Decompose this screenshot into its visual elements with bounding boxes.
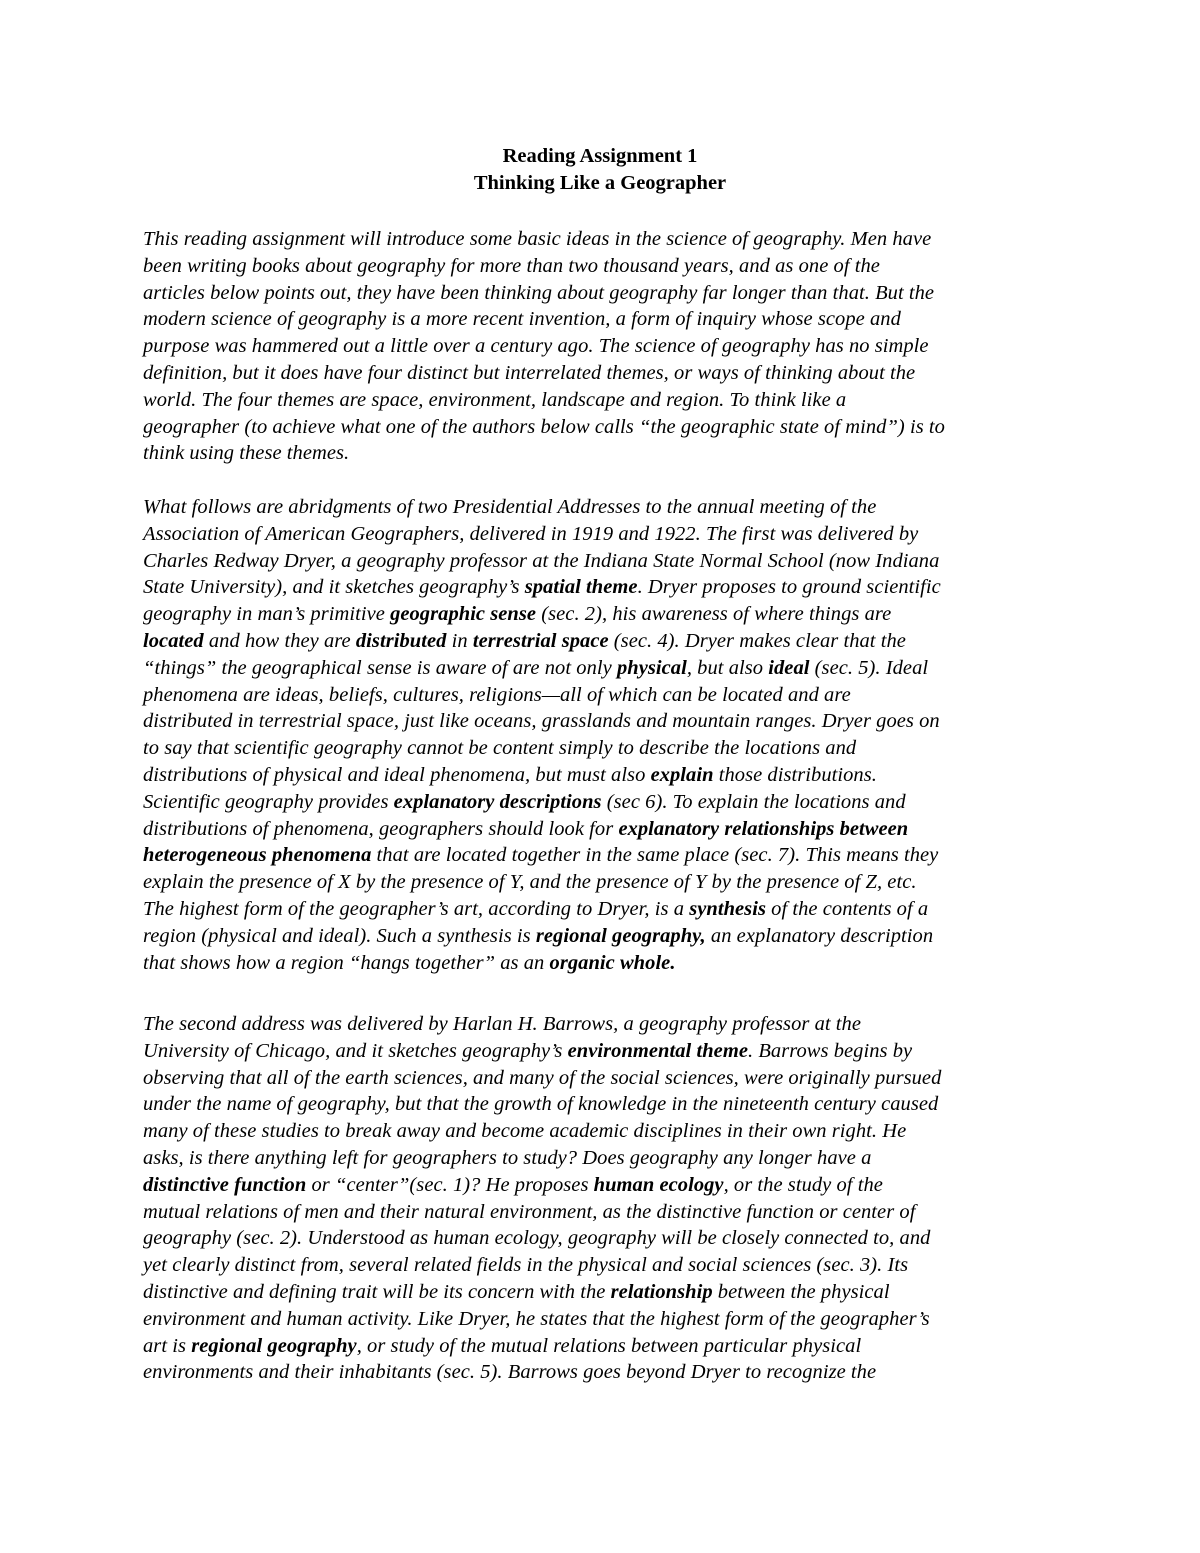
- text-line: [143, 333, 1073, 360]
- bold-term: located: [143, 629, 204, 652]
- text-line: [143, 655, 1073, 682]
- text-segment: been writing books about geography for more than two thousand years, and as one of the: [143, 254, 880, 277]
- text-segment: “things” the geographical sense is aware of are not only: [143, 656, 617, 679]
- text-segment: or “center”(sec. 1)? He proposes: [306, 1173, 594, 1196]
- paragraph-barrows-summary: [143, 1011, 1073, 1386]
- text-segment: distributed in terrestrial space, just like oceans, grasslands and mountain ranges. Dryer goes on: [143, 710, 940, 733]
- text-segment: (sec. 5). Ideal: [809, 656, 929, 679]
- text-line: [143, 950, 1073, 977]
- bold-term: human ecology: [593, 1173, 724, 1196]
- text-segment: environment and human activity. Like Dryer, he states that the highest form of the geographer’s: [143, 1307, 930, 1330]
- text-segment: to say that scientific geography cannot be content simply to describe the locations and: [143, 737, 857, 760]
- bold-term: distinctive function: [143, 1173, 307, 1196]
- text-segment: art is: [143, 1334, 192, 1357]
- text-segment: many of these studies to break away and become academic disciplines in their own right. He: [143, 1120, 907, 1143]
- text-line: [143, 414, 1073, 441]
- text-line: [143, 574, 1073, 601]
- text-segment: phenomena are ideas, beliefs, cultures, religions—all of which can be located and are: [143, 683, 851, 706]
- text-segment: purpose was hammered out a little over a century ago. The science of geography has no simple: [143, 335, 929, 358]
- document-subtitle: Thinking Like a Geographer: [473, 172, 727, 194]
- text-line: [143, 896, 1073, 923]
- text-line: [143, 226, 1073, 253]
- text-segment: under the name of geography, but that the growth of knowledge in the nineteenth century caused: [143, 1093, 939, 1116]
- text-line: [143, 440, 1073, 467]
- text-line: [143, 387, 1073, 414]
- text-line: [143, 280, 1073, 307]
- text-segment: The second address was delivered by Harlan H. Barrows, a geography professor at the: [143, 1013, 861, 1035]
- text-line: [143, 762, 1073, 789]
- text-segment: think using these themes.: [143, 442, 350, 465]
- text-segment: yet clearly distinct from, several related fields in the physical and social sciences (sec. 3). Its: [143, 1254, 909, 1277]
- paragraph-introduction: [143, 226, 1073, 467]
- text-segment: that are located together in the same place (sec. 7). This means they: [371, 844, 939, 867]
- text-line: [143, 1118, 1073, 1145]
- text-line: [143, 521, 1073, 548]
- text-segment: , or study of the mutual relations between particular physical: [356, 1334, 862, 1357]
- text-segment: that shows how a region “hangs together” as an: [143, 951, 550, 974]
- text-segment: geography in man’s primitive: [143, 603, 391, 626]
- text-segment: definition, but it does have four distinct but interrelated themes, or ways of thinking about the: [143, 361, 916, 384]
- text-line: [143, 1279, 1073, 1306]
- text-line: [143, 708, 1073, 735]
- bold-term: spatial theme: [524, 576, 638, 599]
- paragraph-dryer-summary: [143, 494, 1073, 976]
- text-segment: State University), and it sketches geography’s: [143, 576, 525, 599]
- text-segment: Scientific geography provides: [143, 790, 394, 813]
- text-segment: and how they are: [203, 629, 356, 652]
- text-line: [143, 816, 1073, 843]
- bold-term: organic whole.: [549, 951, 676, 974]
- title-block: [140, 143, 1060, 197]
- bold-term: heterogeneous phenomena: [143, 844, 372, 867]
- bold-term: distributed: [355, 629, 447, 652]
- text-segment: . Barrows begins by: [747, 1039, 913, 1062]
- text-segment: , or the study of the: [723, 1173, 883, 1196]
- text-line: [143, 601, 1073, 628]
- text-segment: region (physical and ideal). Such a synthesis is: [143, 924, 536, 947]
- text-line: [143, 1306, 1073, 1333]
- text-segment: geographer (to achieve what one of the authors below calls “the geographic state of mind”) is to: [143, 415, 945, 438]
- text-line: [143, 306, 1073, 333]
- text-line: [143, 1333, 1073, 1360]
- bold-term: explain: [650, 763, 714, 786]
- text-line: [143, 1252, 1073, 1279]
- text-segment: in: [446, 629, 473, 652]
- bold-term: explanatory descriptions: [393, 790, 602, 813]
- text-segment: an explanatory description: [705, 924, 934, 947]
- bold-term: explanatory relationships between: [618, 817, 909, 840]
- text-segment: modern science of geography is a more recent invention, a form of inquiry whose scope and: [143, 308, 901, 331]
- text-line: [143, 1091, 1073, 1118]
- text-line: [143, 1225, 1073, 1252]
- text-segment: Charles Redway Dryer, a geography professor at the Indiana State Normal School (now Indiana: [143, 549, 940, 572]
- text-line: [143, 869, 1073, 896]
- text-segment: asks, is there anything left for geographers to study? Does geography any longer have a: [143, 1146, 872, 1169]
- text-line: [143, 923, 1073, 950]
- text-segment: environments and their inhabitants (sec. 5). Barrows goes beyond Dryer to recognize the: [143, 1361, 877, 1384]
- bold-term: ideal: [768, 656, 810, 679]
- text-segment: those distributions.: [713, 763, 877, 786]
- text-segment: (sec 6). To explain the locations and: [601, 790, 906, 813]
- text-segment: distributions of physical and ideal phenomena, but must also: [143, 763, 651, 786]
- text-segment: This reading assignment will introduce some basic ideas in the science of geography. Men have: [143, 228, 932, 250]
- text-segment: world. The four themes are space, environment, landscape and region. To think like a: [143, 388, 847, 411]
- bold-term: synthesis: [689, 897, 766, 920]
- text-segment: (sec. 4). Dryer makes clear that the: [608, 629, 906, 652]
- text-line: [143, 682, 1073, 709]
- text-line: [143, 789, 1073, 816]
- text-segment: What follows are abridgments of two Presidential Addresses to the annual meeting of the: [143, 496, 877, 518]
- document-title: Reading Assignment 1: [502, 145, 698, 167]
- text-segment: . Dryer proposes to ground scientific: [637, 576, 941, 599]
- text-segment: University of Chicago, and it sketches geography’s: [143, 1039, 568, 1062]
- text-line: [143, 1145, 1073, 1172]
- text-segment: explain the presence of X by the presence of Y, and the presence of Y by the presence of Z, etc.: [143, 871, 917, 894]
- bold-term: regional geography,: [535, 924, 706, 947]
- text-line: [143, 548, 1073, 575]
- text-segment: mutual relations of men and their natural environment, as the distinctive function or center of: [143, 1200, 916, 1223]
- text-segment: geography (sec. 2). Understood as human ecology, geography will be closely connected to, and: [143, 1227, 931, 1250]
- bold-term: physical: [616, 656, 687, 679]
- text-segment: articles below points out, they have been thinking about geography far longer than that. But the: [143, 281, 935, 304]
- text-line: [143, 1011, 1073, 1038]
- text-segment: The highest form of the geographer’s art, according to Dryer, is a: [143, 897, 690, 920]
- bold-term: geographic sense: [390, 603, 537, 626]
- text-segment: distinctive and defining trait will be its concern with the: [143, 1280, 611, 1303]
- text-line: [143, 1038, 1073, 1065]
- text-segment: observing that all of the earth sciences, and many of the social sciences, were originally pursued: [143, 1066, 942, 1089]
- text-line: [143, 842, 1073, 869]
- bold-term: terrestrial space: [472, 629, 609, 652]
- text-segment: of the contents of a: [765, 897, 929, 920]
- bold-term: environmental theme: [567, 1039, 748, 1062]
- bold-term: regional geography: [191, 1334, 357, 1357]
- text-line: [143, 1359, 1073, 1386]
- text-line: [143, 360, 1073, 387]
- text-segment: distributions of phenomena, geographers should look for: [143, 817, 619, 840]
- text-line: [143, 1199, 1073, 1226]
- text-line: [143, 1172, 1073, 1199]
- text-line: [143, 494, 1073, 521]
- bold-term: relationship: [610, 1280, 713, 1303]
- text-line: [143, 253, 1073, 280]
- text-line: [143, 1065, 1073, 1092]
- text-segment: (sec. 2), his awareness of where things are: [536, 603, 892, 626]
- text-segment: Association of American Geographers, delivered in 1919 and 1922. The first was delivered by: [143, 522, 919, 545]
- text-line: [143, 628, 1073, 655]
- text-segment: between the physical: [712, 1280, 890, 1303]
- text-line: [143, 735, 1073, 762]
- text-segment: , but also: [686, 656, 769, 679]
